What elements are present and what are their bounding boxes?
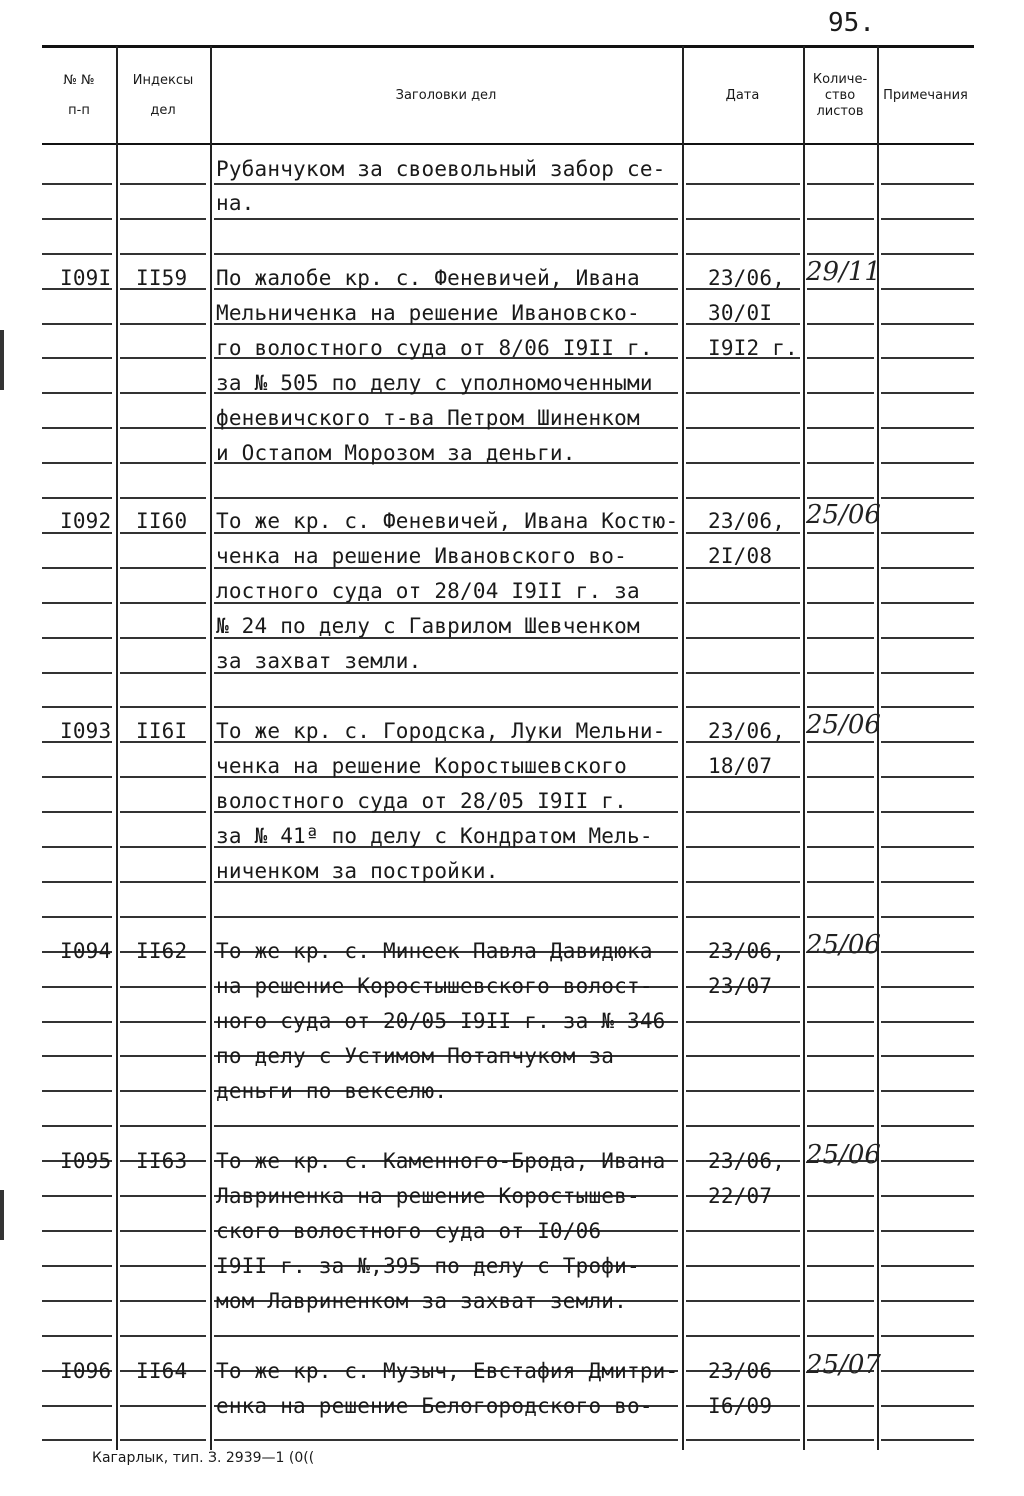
ruled-line [42, 1405, 112, 1407]
ruled-line [120, 916, 206, 918]
ruled-line [807, 392, 874, 394]
entry-index: II60 [136, 509, 188, 533]
ruled-line [120, 881, 206, 883]
entry-sheets-handwritten: 25/06 [806, 1140, 881, 1170]
ruled-line [42, 706, 112, 708]
ruled-line [881, 1021, 974, 1023]
ruled-line [120, 183, 206, 185]
ruled-line [214, 706, 678, 708]
ruled-line [120, 253, 206, 255]
ruled-line [42, 1439, 112, 1441]
ruled-line [881, 288, 974, 290]
ruled-line [42, 1090, 112, 1092]
entry-title-line: То же кр. с. Феневичей, Ивана Костю- [216, 509, 679, 533]
ruled-line [807, 497, 874, 499]
ruled-line [807, 706, 874, 708]
entry-title-line: То же кр. с. Музыч, Евстафия Дмитри- [216, 1359, 679, 1383]
ruled-line [881, 1439, 974, 1441]
ruled-line [120, 427, 206, 429]
ruled-line [807, 1300, 874, 1302]
ruled-line [881, 811, 974, 813]
ruled-line [807, 1439, 874, 1441]
ruled-line [120, 1125, 206, 1127]
ruled-line [807, 288, 874, 290]
ruled-line [686, 1335, 800, 1337]
printer-imprint: Кагарлык, тип. З. 2939—1 (0(( [92, 1450, 315, 1466]
ruled-line [42, 1230, 112, 1232]
ruled-line [686, 1265, 800, 1267]
ruled-line [807, 637, 874, 639]
ruled-line [807, 1230, 874, 1232]
entry-title-line: енка на решение Белогородского во- [216, 1394, 653, 1418]
ruled-line [686, 1439, 800, 1441]
ruled-line [120, 811, 206, 813]
ruled-line [881, 986, 974, 988]
entry-title-line: Лавриненка на решение Коростышев- [216, 1184, 640, 1208]
ruled-line [807, 1021, 874, 1023]
ruled-line [120, 567, 206, 569]
ruled-line [120, 602, 206, 604]
entry-title-line: за № 505 по делу с уполномоченными [216, 371, 653, 395]
ruled-line [42, 672, 112, 674]
entry-date: 23/06, [708, 939, 786, 963]
entry-title-line: По жалобе кр. с. Феневичей, Ивана [216, 266, 640, 290]
ruled-line [807, 1055, 874, 1057]
ruled-line [881, 1370, 974, 1372]
ruled-line [881, 427, 974, 429]
ruled-line [42, 253, 112, 255]
ruled-line [214, 1439, 678, 1441]
ruled-line [686, 1055, 800, 1057]
header-date: Дата [725, 88, 760, 103]
ruled-line [881, 672, 974, 674]
ruled-line [686, 253, 800, 255]
ruled-line [42, 811, 112, 813]
entry-date: I9I2 г. [708, 336, 798, 360]
ruled-line [686, 1090, 800, 1092]
continuation-line: Рубанчуком за своевольный забор се- [216, 157, 666, 181]
ruled-line [881, 183, 974, 185]
ruled-line [807, 916, 874, 918]
ruled-line [120, 357, 206, 359]
ruled-line [42, 1300, 112, 1302]
entry-title-line: за захват земли. [216, 649, 422, 673]
ruled-line [807, 881, 874, 883]
ruled-line [42, 357, 112, 359]
ruled-line [686, 1021, 800, 1023]
ruled-line [807, 357, 874, 359]
ruled-line [881, 1230, 974, 1232]
entry-title-line: Мельниченка на решение Ивановско- [216, 301, 640, 325]
ruled-line [42, 986, 112, 988]
ruled-line [881, 741, 974, 743]
top-rule [42, 45, 974, 48]
continuation-line: на. [216, 191, 255, 215]
entry-title-line: лостного суда от 28/04 I9II г. за [216, 579, 640, 603]
entry-date: 18/07 [708, 754, 773, 778]
ruled-line [42, 567, 112, 569]
ruled-line [881, 1195, 974, 1197]
entry-title-line: мом Лавриненком за захват земли. [216, 1289, 627, 1313]
ruled-line [686, 706, 800, 708]
entry-title-line: за № 41ª по делу с Кондратом Мель- [216, 824, 653, 848]
ruled-line [42, 462, 112, 464]
ruled-line [807, 462, 874, 464]
ruled-line [120, 323, 206, 325]
ruled-line [120, 497, 206, 499]
ruled-line [42, 497, 112, 499]
ruled-line [42, 218, 112, 220]
ruled-line [686, 1300, 800, 1302]
ruled-line [686, 881, 800, 883]
ruled-line [42, 881, 112, 883]
ruled-line [881, 637, 974, 639]
ruled-line [120, 1439, 206, 1441]
ruled-line [42, 1335, 112, 1337]
ruled-line [881, 1125, 974, 1127]
ruled-line [807, 741, 874, 743]
ruled-line [214, 1125, 678, 1127]
ruled-line [120, 672, 206, 674]
ruled-line [686, 602, 800, 604]
entry-number: I093 [60, 719, 112, 743]
ruled-line [42, 637, 112, 639]
ruled-line [881, 706, 974, 708]
ruled-line [807, 253, 874, 255]
ruled-line [881, 1090, 974, 1092]
column-divider [682, 46, 684, 1450]
ruled-line [42, 1195, 112, 1197]
entry-date: 23/07 [708, 974, 773, 998]
entry-title-line: го волостного суда от 8/06 I9II г. [216, 336, 653, 360]
ruled-line [214, 218, 678, 220]
entry-title-line: деньги по векселю. [216, 1079, 448, 1103]
ruled-line [686, 462, 800, 464]
ruled-line [42, 916, 112, 918]
ruled-line [42, 602, 112, 604]
ruled-line [807, 776, 874, 778]
ruled-line [807, 602, 874, 604]
ruled-line [881, 392, 974, 394]
ruled-line [120, 776, 206, 778]
ruled-line [120, 637, 206, 639]
ruled-line [881, 253, 974, 255]
ruled-line [881, 357, 974, 359]
ruled-line [807, 1125, 874, 1127]
ruled-line [881, 881, 974, 883]
entry-sheets-handwritten: 25/07 [806, 1350, 881, 1380]
ruled-line [42, 1265, 112, 1267]
entry-index: II63 [136, 1149, 188, 1173]
entry-sheets-handwritten: 29/11 [806, 257, 881, 287]
entry-title-line: ниченком за постройки. [216, 859, 499, 883]
entry-date: 23/06, [708, 1149, 786, 1173]
ruled-line [881, 602, 974, 604]
header-sheets: Количе- ство листов [812, 72, 868, 119]
header-num: № № п-п [63, 73, 95, 118]
entry-title-line: феневичского т-ва Петром Шиненком [216, 406, 640, 430]
scan-edge-mark [0, 330, 4, 390]
entry-title-line: по делу с Устимом Потапчуком за [216, 1044, 615, 1068]
ruled-line [881, 1300, 974, 1302]
ruled-line [120, 1055, 206, 1057]
entry-date: 23/06, [708, 719, 786, 743]
ruled-line [881, 497, 974, 499]
ruled-line [807, 323, 874, 325]
column-divider [116, 46, 118, 1450]
ruled-line [807, 532, 874, 534]
ruled-line [881, 846, 974, 848]
ruled-line [686, 916, 800, 918]
scan-edge-mark [0, 1190, 4, 1240]
ruled-line [686, 183, 800, 185]
entry-title-line: ного суда от 20/05 I9II г. за № 346 [216, 1009, 666, 1033]
ruled-line [120, 1230, 206, 1232]
ruled-line [807, 1405, 874, 1407]
ruled-line [881, 323, 974, 325]
ruled-line [807, 1090, 874, 1092]
entry-title-line: ченка на решение Ивановского во- [216, 544, 627, 568]
entry-number: I096 [60, 1359, 112, 1383]
ruled-line [42, 427, 112, 429]
ruled-line [881, 218, 974, 220]
entry-title-line: То же кр. с. Каменного-Брода, Ивана [216, 1149, 666, 1173]
ruled-line [686, 672, 800, 674]
entry-date: 22/07 [708, 1184, 773, 1208]
entry-number: I095 [60, 1149, 112, 1173]
entry-title-line: и Остапом Морозом за деньги. [216, 441, 576, 465]
ruled-line [42, 183, 112, 185]
ruled-line [120, 1265, 206, 1267]
entry-date: 23/06, [708, 509, 786, 533]
entry-title-line: I9II г. за №,395 по делу с Трофи- [216, 1254, 640, 1278]
ruled-line [120, 1335, 206, 1337]
ruled-line [120, 1021, 206, 1023]
ruled-line [881, 1160, 974, 1162]
ruled-line [881, 1335, 974, 1337]
column-divider [210, 46, 212, 1450]
header-title: Заголовки дел [395, 88, 497, 103]
ruled-line [120, 1405, 206, 1407]
ruled-line [42, 846, 112, 848]
ruled-line [120, 706, 206, 708]
ruled-line [214, 497, 678, 499]
ruled-line [120, 986, 206, 988]
entry-index: II59 [136, 266, 188, 290]
ruled-line [881, 462, 974, 464]
entry-title-line: ского волостного суда от I0/06 [216, 1219, 602, 1243]
entry-number: I092 [60, 509, 112, 533]
ruled-line [686, 392, 800, 394]
ruled-line [42, 1055, 112, 1057]
entry-title-line: То же кр. с. Минеек Павла Давидюка [216, 939, 653, 963]
entry-number: I094 [60, 939, 112, 963]
ruled-line [881, 1265, 974, 1267]
ruled-line [686, 1230, 800, 1232]
entry-number: I09I [60, 266, 112, 290]
ruled-line [881, 567, 974, 569]
ruled-line [42, 1021, 112, 1023]
ruled-line [214, 916, 678, 918]
entry-index: II6I [136, 719, 188, 743]
entry-title-line: То же кр. с. Городска, Луки Мельни- [216, 719, 666, 743]
entry-index: II62 [136, 939, 188, 963]
ruled-line [807, 218, 874, 220]
column-divider [803, 46, 805, 1450]
entry-title-line: на решение Коростышевского волост- [216, 974, 653, 998]
ruled-line [881, 532, 974, 534]
entry-date: 23/06, [708, 266, 786, 290]
ruled-line [807, 672, 874, 674]
entry-sheets-handwritten: 25/06 [806, 710, 881, 740]
ruled-line [881, 1055, 974, 1057]
ruled-line [881, 916, 974, 918]
header-index: Индексы дел [132, 73, 194, 118]
ruled-line [120, 1195, 206, 1197]
ruled-line [120, 1090, 206, 1092]
ruled-line [686, 846, 800, 848]
entry-sheets-handwritten: 25/06 [806, 500, 881, 530]
ruled-line [807, 1265, 874, 1267]
ruled-line [686, 218, 800, 220]
ruled-line [807, 1195, 874, 1197]
ruled-line [686, 811, 800, 813]
header-notes: Примечания [883, 88, 968, 103]
ruled-line [807, 567, 874, 569]
ruled-line [120, 392, 206, 394]
ruled-line [881, 951, 974, 953]
ruled-line [686, 637, 800, 639]
ruled-line [42, 392, 112, 394]
ruled-line [807, 427, 874, 429]
entry-date: I6/09 [708, 1394, 773, 1418]
entry-date: 30/0I [708, 301, 773, 325]
ruled-line [42, 776, 112, 778]
entry-title-line: ченка на решение Коростышевского [216, 754, 627, 778]
entry-date: 23/06 [708, 1359, 773, 1383]
page-number: 95. [828, 8, 875, 38]
ruled-line [807, 811, 874, 813]
ruled-line [686, 497, 800, 499]
ruled-line [807, 846, 874, 848]
ruled-line [807, 183, 874, 185]
entry-index: II64 [136, 1359, 188, 1383]
ruled-line [42, 323, 112, 325]
entry-date: 2I/08 [708, 544, 773, 568]
ruled-line [214, 1335, 678, 1337]
ruled-line [881, 776, 974, 778]
ruled-line [686, 1125, 800, 1127]
ruled-line [120, 846, 206, 848]
entry-title-line: № 24 по делу с Гаврилом Шевченком [216, 614, 640, 638]
ruled-line [120, 1300, 206, 1302]
ruled-line [686, 427, 800, 429]
header-bottom-rule [42, 143, 974, 145]
ruled-line [120, 218, 206, 220]
entry-sheets-handwritten: 25/06 [806, 930, 881, 960]
ruled-line [42, 1125, 112, 1127]
ruled-line [807, 1335, 874, 1337]
ruled-line [807, 986, 874, 988]
ruled-line [214, 253, 678, 255]
entry-title-line: волостного суда от 28/05 I9II г. [216, 789, 627, 813]
ruled-line [120, 462, 206, 464]
ruled-line [881, 1405, 974, 1407]
